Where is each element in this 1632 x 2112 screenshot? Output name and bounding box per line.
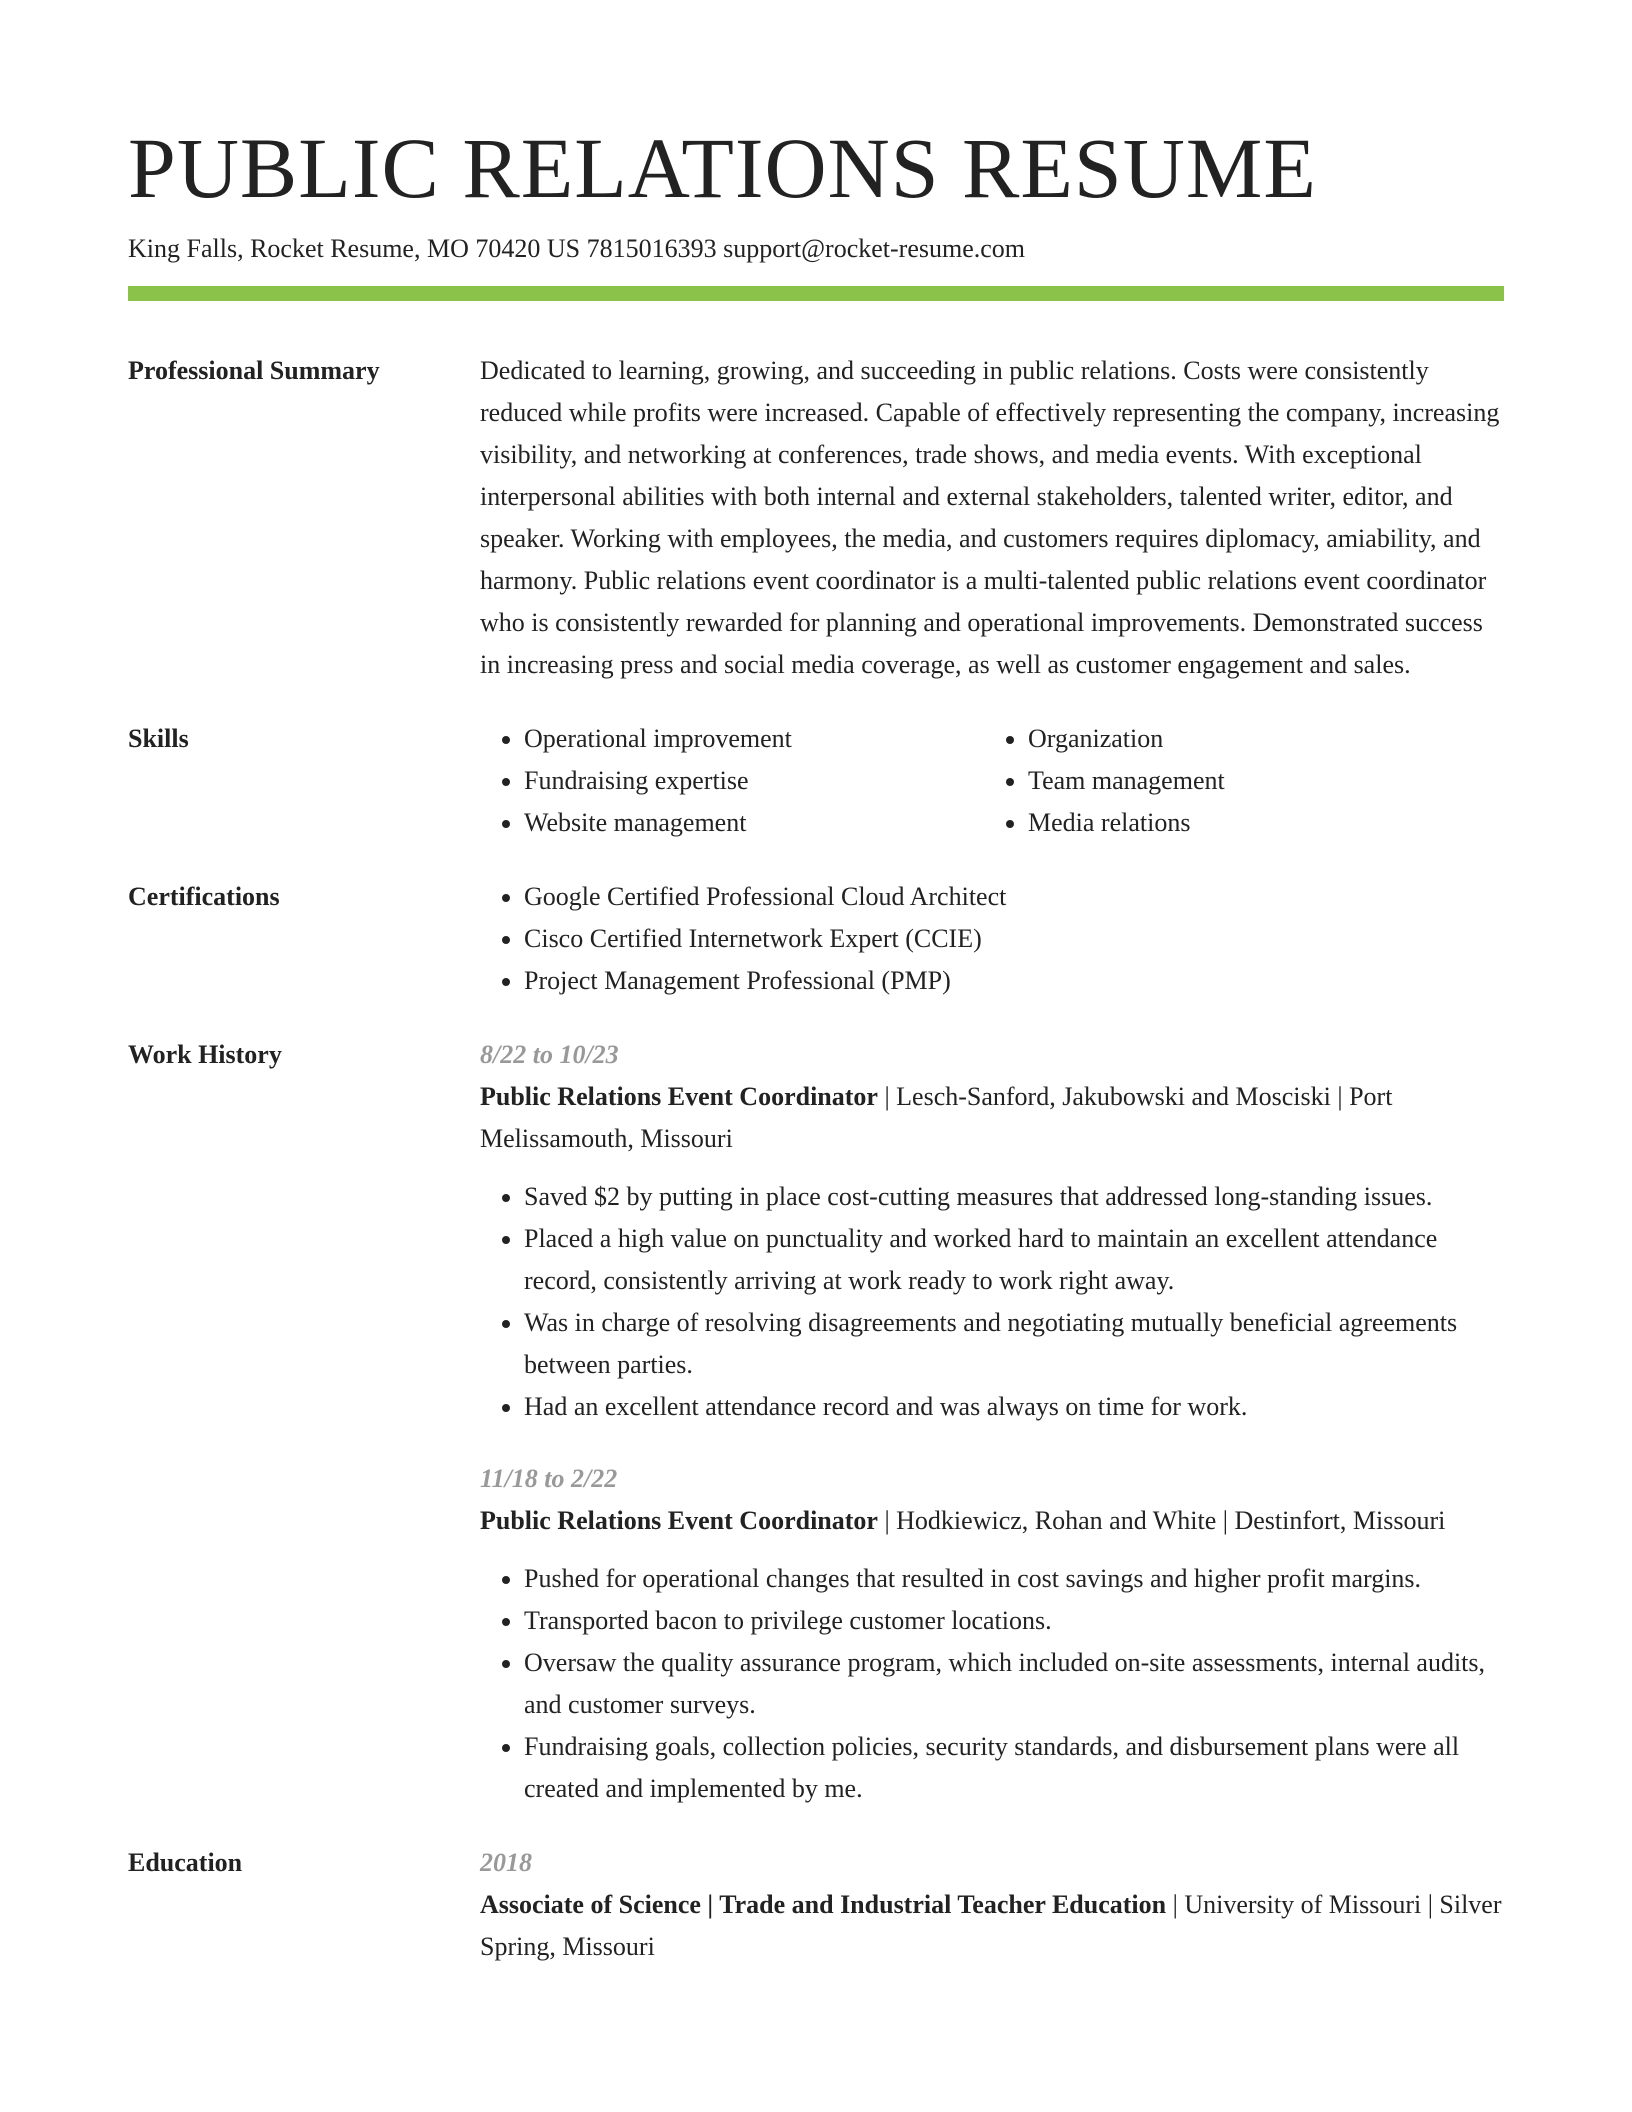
section-work-history (128, 1034, 1504, 1810)
certifications-list (480, 876, 1504, 1002)
job-title: Public Relations Event Coordinator (480, 1506, 878, 1535)
section-label: Education (128, 1848, 243, 1877)
certification-item: • Cisco Certified Internetwork Expert (CCIE) (524, 918, 1504, 960)
education-degree: Associate of Science | Trade and Industrial Teacher Education (480, 1890, 1167, 1919)
section-skills (128, 718, 1504, 844)
job-dates: 11/18 to 2/22 (480, 1464, 618, 1493)
job-bullet: • Fundraising goals, collection policies, security standards, and disbursement plans were all created and implemented by me. (524, 1726, 1504, 1810)
skill-item: • Media relations (1028, 802, 1488, 844)
job-bullets (480, 1558, 1504, 1810)
page-title: PUBLIC RELATIONS RESUME (128, 120, 1317, 216)
certification-item: • Google Certified Professional Cloud Architect (524, 876, 1504, 918)
accent-divider (128, 286, 1504, 301)
skill-item: • Operational improvement (524, 718, 984, 760)
section-professional-summary (128, 350, 1504, 686)
section-label: Certifications (128, 882, 280, 911)
job-entry (480, 1034, 1504, 1428)
job-dates: 8/22 to 10/23 (480, 1040, 619, 1069)
skill-item: • Fundraising expertise (524, 760, 984, 802)
skill-item: • Website management (524, 802, 984, 844)
certification-item: • Project Management Professional (PMP) (524, 960, 1504, 1002)
job-bullet: • Had an excellent attendance record and was always on time for work. (524, 1386, 1504, 1428)
contact-line: King Falls, Rocket Resume, MO 70420 US 7815016393 support@rocket-resume.com (128, 234, 1026, 263)
job-heading (480, 1076, 1504, 1160)
resume-sections (128, 350, 1504, 2000)
job-bullets (480, 1176, 1504, 1428)
job-details: | Hodkiewicz, Rohan and White | Destinfort, Missouri (877, 1506, 1446, 1535)
job-bullet: • Was in charge of resolving disagreements and negotiating mutually beneficial agreements between parties. (524, 1302, 1504, 1386)
section-body (480, 876, 1504, 1002)
education-heading (480, 1884, 1504, 1968)
section-body (480, 350, 1504, 686)
job-bullet: • Pushed for operational changes that resulted in cost savings and higher profit margins. (524, 1558, 1504, 1600)
section-body (480, 1034, 1504, 1810)
job-bullet: • Transported bacon to privilege customer locations. (524, 1600, 1504, 1642)
summary-text: Dedicated to learning, growing, and succeeding in public relations. Costs were consistently reduced while profits were increased. Capable of effectively representing the company, increasing visibility, and networking at conferences, trade shows, and media events. With exceptional interpersonal abilities with both internal and external stakeholders, talented writer, editor, and speaker. Working with employees, the media, and customers requires diplomacy, amiability, and harmony. Public relations event coordinator is a multi-talented public relations event coordinator who is consistently rewarded for planning and operational improvements. Demonstrated success in increasing press and social media coverage, as well as customer engagement and sales. (480, 356, 1500, 679)
job-entry (480, 1458, 1504, 1810)
section-label: Professional Summary (128, 356, 380, 385)
section-certifications (128, 876, 1504, 1002)
skill-item: • Organization (1028, 718, 1488, 760)
job-details: | Lesch-Sanford, Jakubowski and Mosciski | Port Melissamouth, Missouri (480, 1082, 1393, 1153)
skill-item: • Team management (1028, 760, 1488, 802)
job-title: Public Relations Event Coordinator (480, 1082, 878, 1111)
job-bullet: • Placed a high value on punctuality and worked hard to maintain an excellent attendance record, consistently arriving at work ready to work right away. (524, 1218, 1504, 1302)
section-body (480, 718, 1504, 844)
section-education (128, 1842, 1504, 1968)
section-label: Skills (128, 724, 189, 753)
job-bullet: • Oversaw the quality assurance program, which included on-site assessments, internal audits, and customer surveys. (524, 1642, 1504, 1726)
education-details: | University of Missouri | Silver Spring, Missouri (480, 1890, 1502, 1961)
job-heading (480, 1500, 1504, 1542)
skills-list-left (480, 718, 984, 844)
education-year: 2018 (480, 1848, 532, 1877)
skills-list-right (984, 718, 1488, 844)
job-bullet: • Saved $2 by putting in place cost-cutting measures that addressed long-standing issues. (524, 1176, 1504, 1218)
skills-grid (480, 718, 1504, 844)
section-label: Work History (128, 1040, 282, 1069)
section-body (480, 1842, 1504, 1968)
